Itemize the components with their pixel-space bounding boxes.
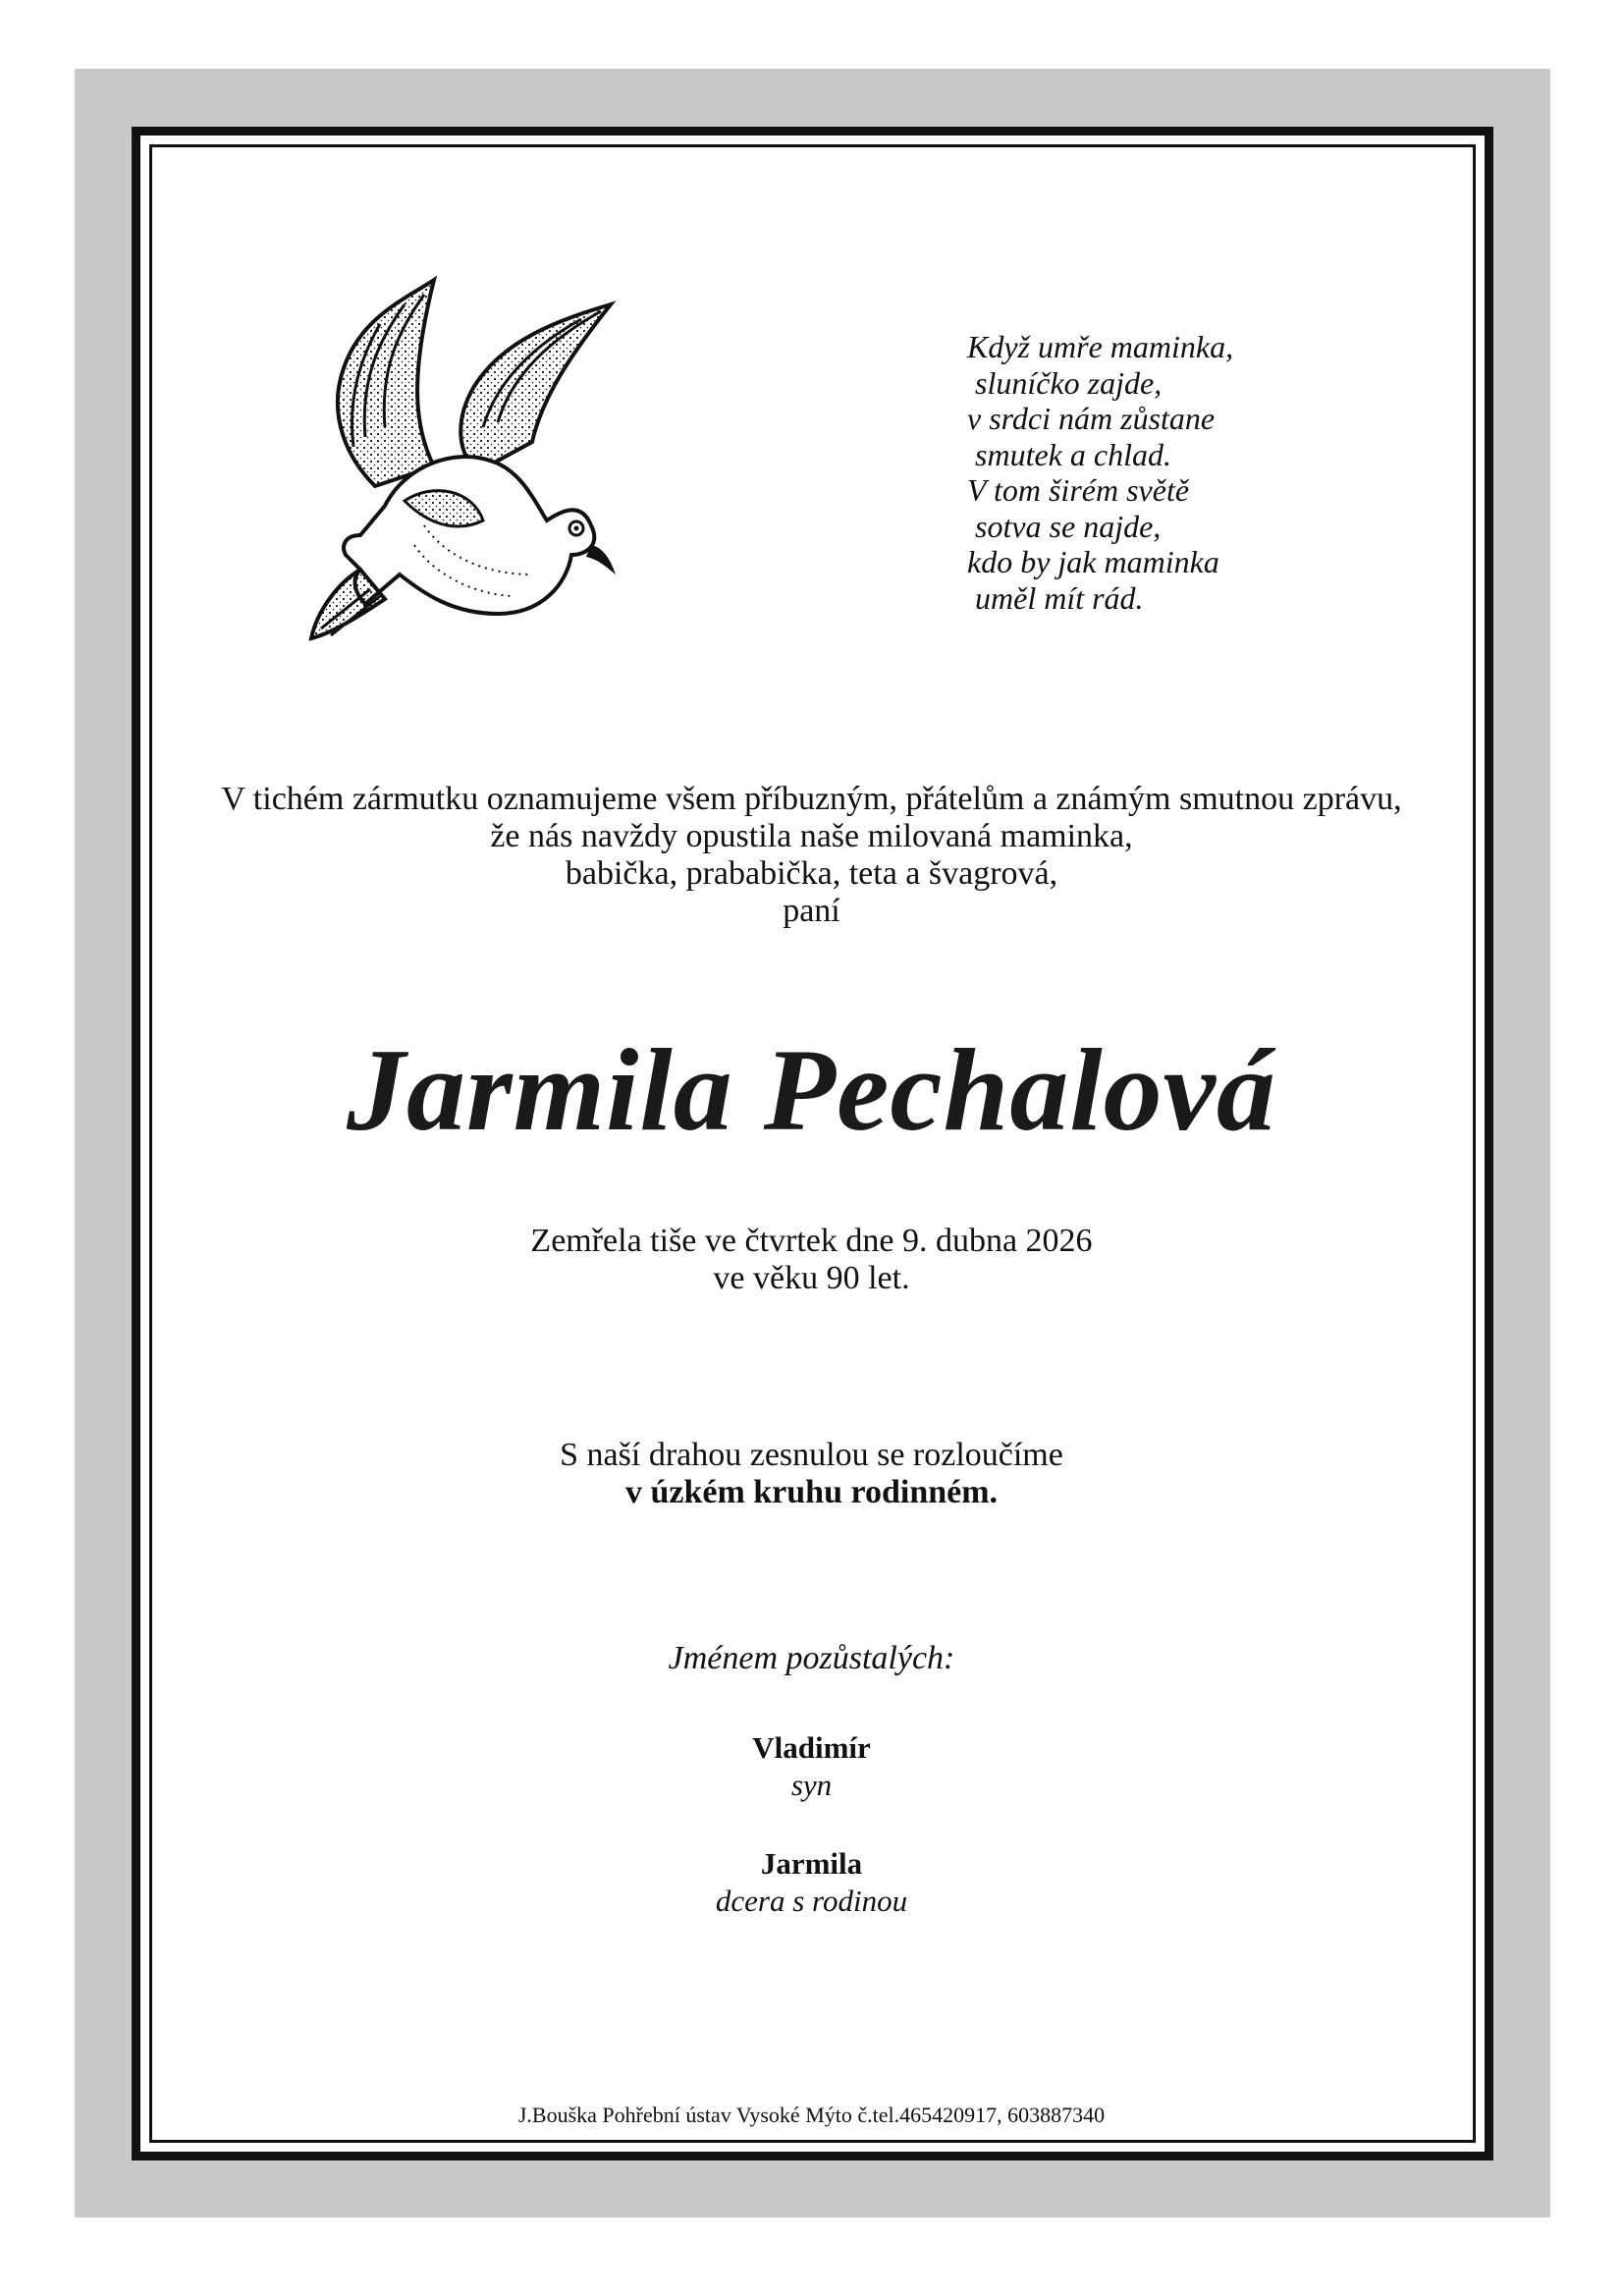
farewell-info	[157, 1437, 1466, 1511]
announcement-line: paní	[783, 893, 840, 929]
poem-line: smutek a chlad.	[967, 436, 1171, 472]
poem-line: sluníčko zajde,	[967, 364, 1163, 401]
poem-line: uměl mít rád.	[967, 579, 1144, 616]
mourner-name: Jarmila	[760, 1846, 863, 1881]
mourner	[157, 1729, 1466, 1804]
announcement-line: V tichém zármutku oznamujeme všem příbuzným, přátelům a známým smutnou zprávu,	[221, 781, 1402, 817]
poem-line: v srdci nám zůstane	[967, 401, 1216, 436]
death-date: Zemřela tiše ve čtvrtek dne 9. dubna 2026	[530, 1223, 1093, 1259]
mourner-name: Vladimír	[752, 1730, 871, 1765]
poem-line: sotva se najde,	[967, 508, 1162, 544]
mourner-role: syn	[790, 1768, 833, 1802]
poem-line: Když umře maminka,	[967, 329, 1234, 364]
death-age: ve věku 90 let.	[713, 1260, 910, 1296]
farewell-private: v úzkém kruhu rodinném.	[624, 1474, 999, 1510]
death-info	[157, 1223, 1466, 1297]
poem-line: V tom širém světě	[967, 472, 1190, 508]
mourners-heading: Jménem pozůstalých:	[668, 1640, 955, 1676]
farewell-line: S naší drahou zesnulou se rozloučíme	[560, 1437, 1063, 1473]
announcement-line: že nás navždy opustila naše milovaná maminka,	[490, 818, 1133, 854]
mourner	[157, 1845, 1466, 1920]
deceased-name: Jarmila Pechalová	[347, 1024, 1276, 1155]
poem	[967, 329, 1380, 616]
announcement	[157, 781, 1466, 930]
poem-line: kdo by jak maminka	[967, 544, 1219, 579]
mourner-role: dcera s rodinou	[715, 1884, 908, 1918]
dove-icon	[287, 260, 630, 653]
funeral-home-footer: J.Bouška Pohřební ústav Vysoké Mýto č.tel.465420917, 603887340	[517, 2103, 1106, 2127]
announcement-line: babička, prababička, teta a švagrová,	[565, 855, 1058, 892]
